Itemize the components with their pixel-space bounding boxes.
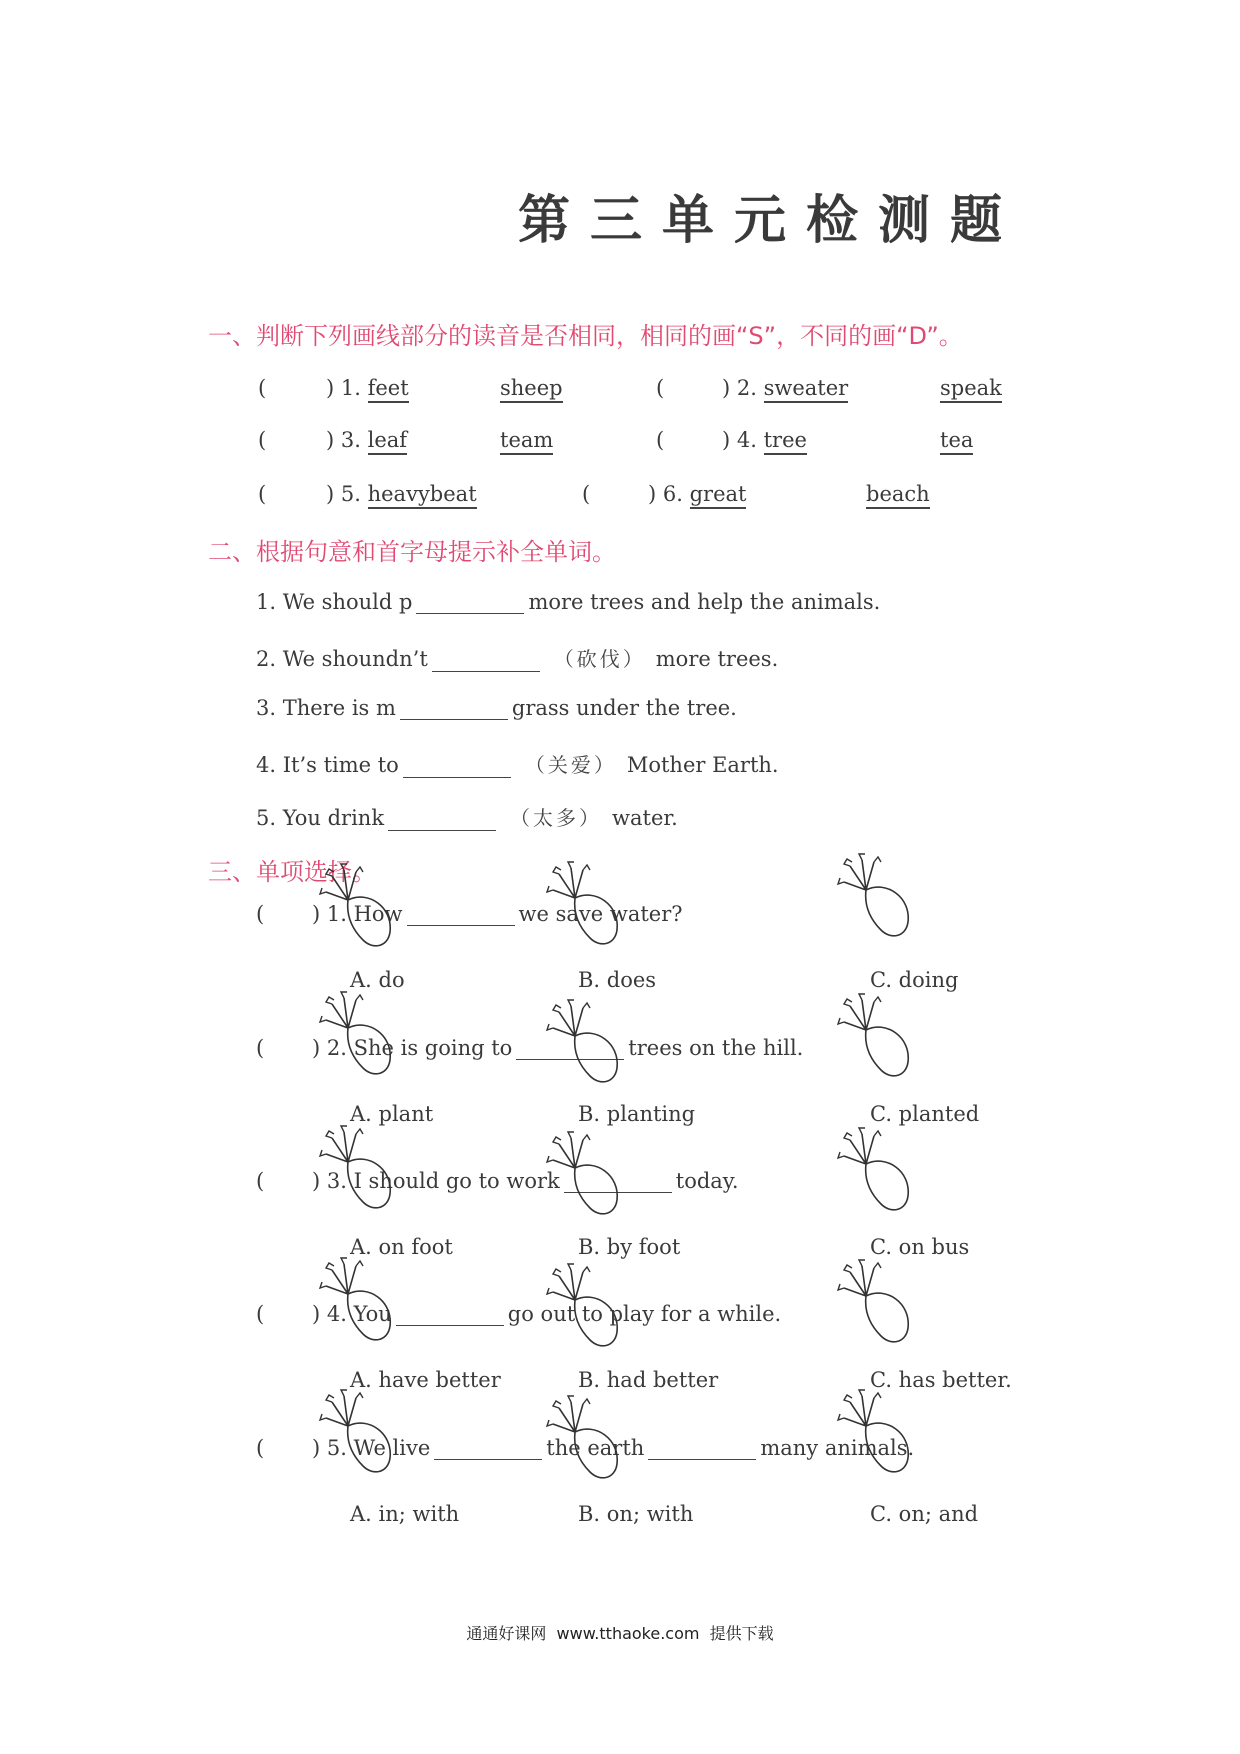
radish-icon	[318, 1124, 398, 1214]
answer-blank[interactable]	[400, 699, 508, 720]
option-c[interactable]: C. has better.	[870, 1368, 1012, 1392]
option-c[interactable]: C. on bus	[870, 1235, 970, 1259]
paren-blank[interactable]: (	[256, 902, 265, 926]
s1-item-3: ) 3. leaf	[326, 428, 407, 452]
hint-text: （砍伐）	[553, 647, 646, 671]
radish-icon	[318, 990, 398, 1080]
s3-question-1: ) 1. How we save water?	[312, 902, 683, 926]
paren-blank[interactable]: (	[656, 376, 665, 400]
footer-text: 通通好课网 www.tthaoke.com 提供下载	[466, 1624, 774, 1643]
s1-item-1: ) 1. feet	[326, 376, 409, 400]
paren-blank[interactable]: (	[258, 376, 267, 400]
s2-item-3: 3. There is m grass under the tree.	[256, 696, 737, 720]
s1-word: speak	[940, 376, 1002, 403]
s2-item-2: 2. We shoundn’t （砍伐） more trees.	[256, 647, 779, 671]
paren-blank[interactable]: (	[656, 428, 665, 452]
section3-heading: 三、单项选择。	[208, 858, 376, 886]
s1-item-2: ) 2. sweater	[722, 376, 848, 400]
answer-blank[interactable]	[396, 1305, 504, 1326]
radish-icon	[836, 1126, 916, 1216]
paren-blank[interactable]: (	[256, 1036, 265, 1060]
answer-blank[interactable]	[407, 905, 515, 926]
s1-word: heavybeat	[368, 482, 477, 509]
option-a[interactable]: A. plant	[350, 1102, 434, 1126]
radish-icon	[318, 1388, 398, 1478]
s1-word: team	[500, 428, 553, 455]
radish-icon	[545, 1262, 625, 1352]
s3-question-4: ) 4. You go out to play for a while.	[312, 1302, 782, 1326]
answer-blank[interactable]	[432, 651, 540, 672]
s1-word: tea	[940, 428, 973, 455]
option-a[interactable]: A. in; with	[350, 1502, 460, 1526]
s1-word: beach	[866, 482, 930, 509]
radish-icon	[545, 998, 625, 1088]
s1-item-5: ) 5. heavybeat	[326, 482, 477, 506]
radish-icon	[836, 1388, 916, 1478]
s2-item-5: 5. You drink （太多） water.	[256, 806, 678, 830]
radish-icon	[545, 1394, 625, 1484]
option-a[interactable]: A. on foot	[350, 1235, 453, 1259]
paren-blank[interactable]: (	[256, 1436, 265, 1460]
answer-blank[interactable]	[388, 810, 496, 831]
radish-icon	[836, 1258, 916, 1348]
s1-word: leaf	[368, 428, 407, 455]
paren-blank[interactable]: (	[258, 482, 267, 506]
s1-item-4: ) 4. tree	[722, 428, 807, 452]
answer-blank[interactable]	[416, 593, 524, 614]
s1-word: sheep	[500, 376, 563, 403]
radish-icon	[836, 852, 916, 942]
option-b[interactable]: B. planting	[578, 1102, 696, 1126]
radish-icon	[545, 1130, 625, 1220]
radish-icon	[836, 992, 916, 1082]
page-title: 第三单元检测题	[518, 191, 1023, 251]
radish-icon	[318, 1256, 398, 1346]
radish-icon	[318, 862, 398, 952]
section1-heading: 一、判断下列画线部分的读音是否相同，相同的画“S”，不同的画“D”。	[208, 322, 963, 350]
option-a[interactable]: A. do	[350, 968, 405, 992]
s1-item-6: ) 6. great	[648, 482, 746, 506]
s3-question-2: ) 2. She is going to trees on the hill.	[312, 1036, 804, 1060]
answer-blank[interactable]	[434, 1439, 542, 1460]
s2-item-1: 1. We should p more trees and help the animals.	[256, 590, 881, 614]
option-c[interactable]: C. on; and	[870, 1502, 979, 1526]
option-c[interactable]: C. planted	[870, 1102, 980, 1126]
s1-word: sweater	[764, 376, 849, 403]
s2-item-4: 4. It’s time to （关爱） Mother Earth.	[256, 753, 779, 777]
s1-word: great	[690, 482, 747, 509]
option-b[interactable]: B. by foot	[578, 1235, 681, 1259]
answer-blank[interactable]	[648, 1439, 756, 1460]
paren-blank[interactable]: (	[258, 428, 267, 452]
hint-text: （太多）	[510, 806, 603, 830]
paren-blank[interactable]: (	[256, 1169, 265, 1193]
paren-blank[interactable]: (	[582, 482, 591, 506]
option-b[interactable]: B. does	[578, 968, 657, 992]
section2-heading: 二、根据句意和首字母提示补全单词。	[208, 538, 616, 566]
option-b[interactable]: B. on; with	[578, 1502, 694, 1526]
answer-blank[interactable]	[403, 757, 511, 778]
option-c[interactable]: C. doing	[870, 968, 959, 992]
option-b[interactable]: B. had better	[578, 1368, 719, 1392]
s3-question-5: ) 5. We live the earth many animals.	[312, 1436, 915, 1460]
s3-question-3: ) 3. I should go to work today.	[312, 1169, 739, 1193]
option-a[interactable]: A. have better	[350, 1368, 501, 1392]
paren-blank[interactable]: (	[256, 1302, 265, 1326]
hint-text: （关爱）	[524, 753, 617, 777]
radish-icon	[545, 860, 625, 950]
s1-word: feet	[368, 376, 409, 403]
s1-word: tree	[764, 428, 807, 455]
